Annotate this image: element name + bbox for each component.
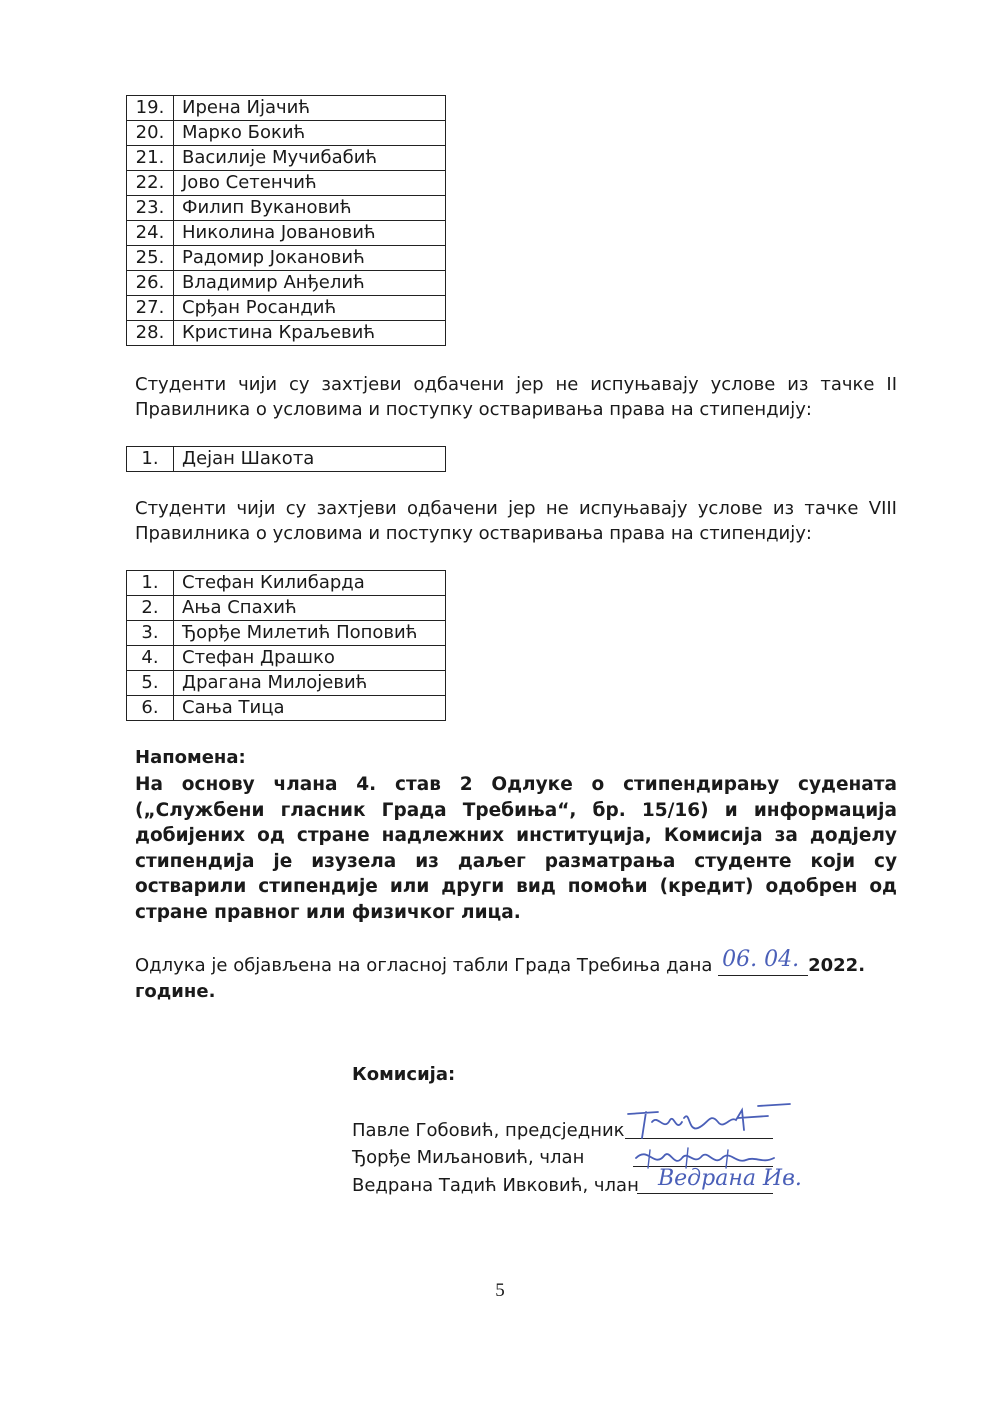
table-row <box>127 596 446 621</box>
table-row <box>127 96 446 121</box>
students-table-2 <box>126 446 446 472</box>
note-text: На основу члана 4. став 2 Одлуке о стипендирању судената („Службени гласник Града Требиња“, бр. 15/16) и информација добијених од стране надлежних институција, Комисија за додјелу стипендија је изузела из даљег разматрања студенте који су остварили стипендије или други вид помоћи (кредит) одобрен од стране правног или физичког лица. <box>135 774 897 923</box>
row-number: 24. <box>127 221 174 246</box>
row-number: 20. <box>127 121 174 146</box>
student-name: Ирена Ијачић <box>174 96 446 121</box>
row-number: 21. <box>127 146 174 171</box>
signature-3: Ведрана Ив. <box>658 1166 802 1191</box>
table-row <box>127 121 446 146</box>
table-row <box>127 271 446 296</box>
row-number: 6. <box>127 696 174 721</box>
publication-text: Одлука је објављена на огласној табли Града Требиња дана <box>135 955 713 976</box>
date-blank <box>718 947 808 976</box>
table-row <box>127 196 446 221</box>
row-number: 27. <box>127 296 174 321</box>
row-number: 23. <box>127 196 174 221</box>
handwritten-date: 06. 04. <box>722 947 800 972</box>
students-table-1 <box>126 95 446 346</box>
publication-suffix: године. <box>135 981 216 1002</box>
publication-line <box>135 947 897 976</box>
table-row <box>127 171 446 196</box>
student-name: Василије Мучибабић <box>174 146 446 171</box>
table-row <box>127 621 446 646</box>
student-name: Дејан Шакота <box>174 447 446 472</box>
row-number: 28. <box>127 321 174 346</box>
row-number: 25. <box>127 246 174 271</box>
table-row <box>127 571 446 596</box>
signature-1 <box>618 1092 798 1144</box>
member-president: Павле Гобовић, предсједник <box>352 1120 625 1141</box>
student-name: Николина Јовановић <box>174 221 446 246</box>
table-row <box>127 321 446 346</box>
section3-intro-line2: Правилника о условима и поступку остваривања права на стипендију: <box>135 523 812 544</box>
student-name: Ања Спахић <box>174 596 446 621</box>
student-name: Сања Тица <box>174 696 446 721</box>
page-number: 5 <box>495 1280 505 1301</box>
table-row <box>127 671 446 696</box>
student-name: Јово Сетенчић <box>174 171 446 196</box>
table-row <box>127 221 446 246</box>
section2-intro-line2: Правилника о условима и поступку остваривања права на стипендију: <box>135 399 812 420</box>
row-number: 5. <box>127 671 174 696</box>
note-title: Напомена: <box>135 747 246 768</box>
student-name: Владимир Анђелић <box>174 271 446 296</box>
row-number: 19. <box>127 96 174 121</box>
row-number: 3. <box>127 621 174 646</box>
student-name: Кристина Краљевић <box>174 321 446 346</box>
student-name: Филип Вукановић <box>174 196 446 221</box>
signature-line-3 <box>637 1193 773 1194</box>
row-number: 1. <box>127 447 174 472</box>
member-1: Ђорђе Миљановић, члан <box>352 1147 585 1168</box>
student-name: Стефан Килибарда <box>174 571 446 596</box>
publication-year: 2022. <box>808 955 866 976</box>
table-row <box>127 646 446 671</box>
row-number: 1. <box>127 571 174 596</box>
row-number: 4. <box>127 646 174 671</box>
table-row <box>127 447 446 472</box>
section3-intro-line1: Студенти чији су захтјеви одбачени јер не испуњавају услове из тачке VIII <box>135 498 897 519</box>
student-name: Срђан Росандић <box>174 296 446 321</box>
table-row <box>127 246 446 271</box>
member-2: Ведрана Тадић Ивковић, члан <box>352 1175 639 1196</box>
student-name: Ђорђе Милетић Поповић <box>174 621 446 646</box>
student-name: Стефан Драшко <box>174 646 446 671</box>
student-name: Драгана Милојевић <box>174 671 446 696</box>
commission-title: Комисија: <box>352 1064 456 1085</box>
row-number: 2. <box>127 596 174 621</box>
row-number: 22. <box>127 171 174 196</box>
student-name: Радомир Јокановић <box>174 246 446 271</box>
table-row <box>127 696 446 721</box>
student-name: Марко Бокић <box>174 121 446 146</box>
row-number: 26. <box>127 271 174 296</box>
table-row <box>127 296 446 321</box>
section2-intro-line1: Студенти чији су захтјеви одбачени јер не испуњавају услове из тачке II <box>135 374 897 395</box>
students-table-3 <box>126 570 446 721</box>
table-row <box>127 146 446 171</box>
